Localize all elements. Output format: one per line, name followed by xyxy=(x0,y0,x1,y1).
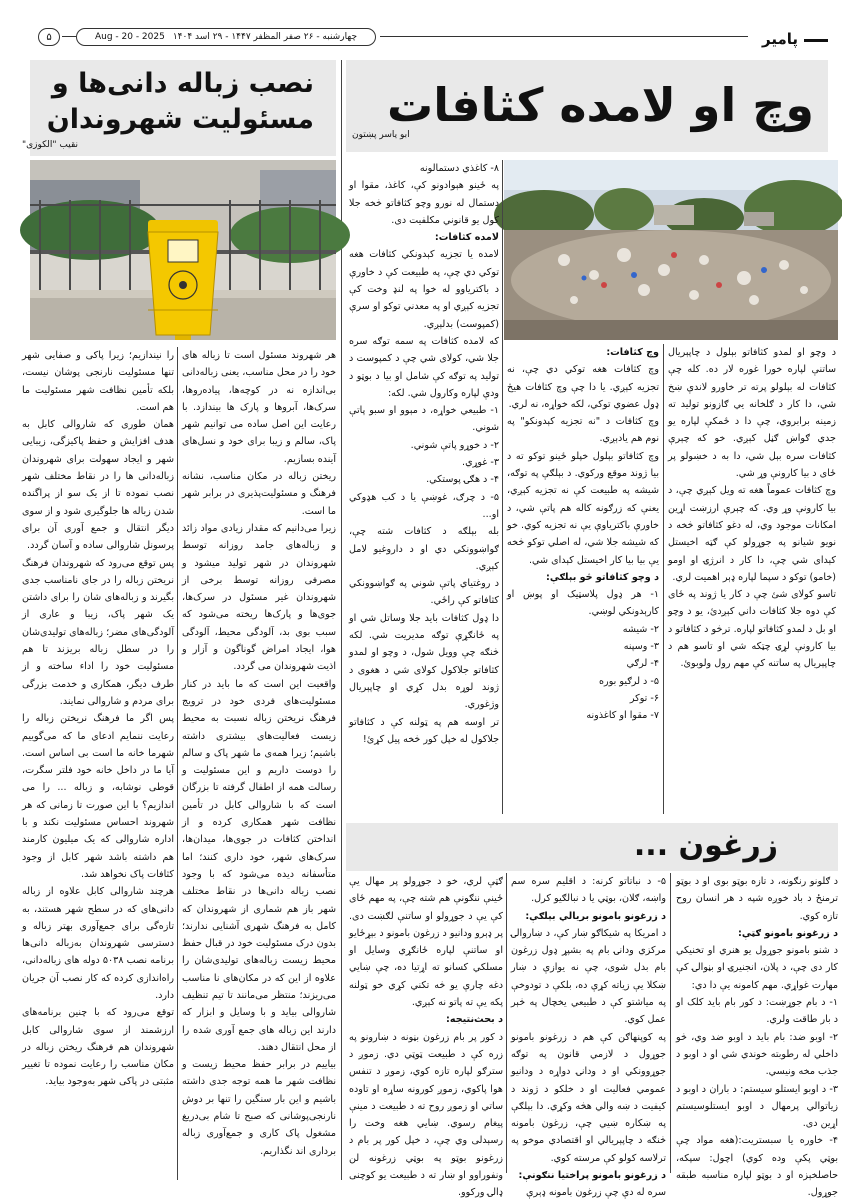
paragraph: زیرا می‌دانیم که مقدار زیادی مواد زائد و زباله‌های جامد روزانه توسط شهروندان در شهر تولید میشود و مصرفی روزانه توسط برخی از شهروندان غیر مسئول در سرک‌ها، جوی‌ها و پارک‌ها ریخته می‌شود که سبب بوی بد، آلودگی محیط، آلودگی هوا، ایجاد امراض گوناگون و آزار و اذیت شهروندان می گردد. xyxy=(182,522,336,673)
paragraph: د امریکا په شیکاګو ښار کې، د ښاروالۍ مرکزي ودانۍ بام په بشپړ ډول زرغون بام بدل شوی، چې نه یوازې د ښار ښکلا یې زیاته کړې ده، بلکې د تودوخې په میاشتو کې د طبیعي یخچال په څېر عمل کوي. xyxy=(511,927,666,1026)
page-header xyxy=(14,14,828,60)
paragraph: د روغتیاي پاتې شوني په ګواښوونکي کثافاتو کې راځي. xyxy=(349,578,499,607)
paragraph: ۵- د نباتاتو کرنه: د اقلیم سره سم واښه، ګلان، بوټي یا د نبالګیو کرل. xyxy=(511,876,666,905)
column-rule xyxy=(177,347,178,1180)
paragraph: ۳- د اوبو ایستلو سیستم: د باران د اوبو د زیاتوالي پرمهال د اوبو ایستلوسیستم اړین دی. xyxy=(676,1083,838,1130)
paragraph: ۵- د چرګ، غوښې یا د کب هډوکي او... xyxy=(349,491,499,520)
section-heading: د زرغونو بامونو پراختیا ننګونې: xyxy=(518,1170,666,1182)
section-heading: د بحث‌نتیجه: xyxy=(446,1014,503,1026)
column-rule xyxy=(670,873,671,1173)
zarghun-column-left xyxy=(349,873,503,1199)
paragraph: سره له دې چې زرغون بامونه ډېرې xyxy=(526,1187,666,1199)
main-article-column-right xyxy=(668,344,836,814)
header-date xyxy=(76,28,376,46)
paragraph: ۸- کاغذي دستمالونه xyxy=(419,163,499,174)
paragraph: همان طوری که شاروالی کابل به هدف افزایش و حفظ پاکیزگی، زیبایی شهر و ایجاد سهولت برای شهروندان زباله‌دانی ها را در نقاط مختلف شهر نصب نموده تا از یک سو از پراگنده شدن زباله ها جلوگیری شود و از سوی دیگر انتقال و جمع آوری آن برای پرسونل شاروالی ساده و آسان گردد. xyxy=(22,419,174,552)
paragraph: ۳- وسپنه xyxy=(623,641,659,653)
paragraph: وچ کثافات هغه توکي دي چې، نه تجزیه کېږي. یا دا چې وچ کثافات هیڅ ډول عضوي توکي، لکه خواړه، نه لري. xyxy=(507,364,659,410)
paragraph: وچ کثافات عموماً هغه ته ویل کېږي چې، د بیا کارونې وړ وي. که چېرې ارزښت اړین امکانات موجود وي، له دغو کثافاتو څخه د نویو شیانو په جوړولو کې ګټه اخیستل کېدای شي چې، دا کار د انرژۍ او اومو (خامو) توکو د سپما لپاره ډېر اهمیت لري. xyxy=(668,485,836,583)
main-article-column-middle xyxy=(507,344,659,814)
column-rule xyxy=(506,873,507,1173)
paragraph: وچ کثافات د "نه تجزیه کېدونکو" په نوم هم یادېږي. xyxy=(507,416,659,445)
paragraph: بله بېلګه د کثافات شته چې، ګواښوونکي دي او د داروغیو لامل کېږي. xyxy=(349,526,499,572)
paragraph: ۱- طبیعي خواړه، د مېوو او سبو پاتې شوني. xyxy=(349,405,499,434)
paragraph: لامده یا تجزیه کېدونکي کثافات هغه توکي دي چې، په طبیعت کې د خاورې د باکتریاوو له خوا په لنډ وخت کې تجزیه کېږي او په معدني توکو او سرې (کمپوست) بدلېږي. xyxy=(349,249,499,330)
paragraph: هر شهروند مسئول است تا زباله های خود را در محل مناسب، یعنی زباله‌دانی بی‌اندازه نه در کوچه‌ها، پیاده‌روها، سرک‌ها، آبروها و پارک ها بیندازد. با رعایت این اصل ساده می توانیم شهر پاک، سالم و زیبا برای خود و نسل‌های آینده بسازیم. xyxy=(182,350,336,465)
paragraph: ۲- شیشه xyxy=(622,623,659,635)
paragraph: په ځینو هېوادونو کې، کاغذ، مقوا او دستمال له نورو وچو کثافاتو څخه جلا کول یو قانوني مکلفیت دی. xyxy=(349,180,499,226)
paragraph: ۱- د بام جوړښت: د کور بام باید کلک او د بار طاقت ولري. xyxy=(676,997,838,1026)
paragraph: ۳- غوړي. xyxy=(462,457,499,469)
paragraph: پس اگر ما فرهنگ نریختن زباله را رعایت ننمایم ادعای ما که می‌گوییم شهرما خانه ما است بی اساس است. آیا ما در داخل خانه خود فلتر سگرت، قوطی نوشابه، و زباله ... را می اندازیم؟ با این صورت تا زمانی که هر شهروند احساس مسئولیت نکند و با اداره شاروالی که یک میلیون کارمند هم داشته باشد شهر کابل از وجود کثافات پاک نخواهد شد. xyxy=(22,713,174,880)
paragraph: دا ډول کثافات باید جلا وساتل شي او په ځانګړې توګه مدیریت شي. لکه څنګه چې وویل شول، د وچو او لمدو کثافاتو جلاکول کولای شي د هغوی د ژوند لوړه بدل کړي او چاپېریال وژغوري. xyxy=(349,612,499,711)
section-heading: د وچو کثافاتو څو بېلګې: xyxy=(546,571,659,583)
main-article-byline: ابو یاسر پښتون xyxy=(352,130,410,140)
paragraph: ۴- لرګي xyxy=(626,658,659,670)
left-article-column-right xyxy=(182,347,336,1180)
paragraph: د شنو بامونو جوړول یو هنري او تخنیکي کار دی چې، د پلان، انجنیرۍ او بڼوالۍ کې مهارت غواړي. مهم کامونه یې دا دي: xyxy=(676,945,838,991)
zarghun-column-right xyxy=(676,873,838,1199)
left-title-line-1: نصب زباله دانی‌ها و xyxy=(51,68,314,99)
paragraph: ۵- د لرګیو بوره xyxy=(599,675,659,687)
paragraph: د وچو او لمدو کثافاتو بېلول د چاپېریال ساتنې لپاره خورا غوره لار ده. کله چې کثافات له بېلولو پرته تر خاورو لاندې ښخ شي، دا کار د ګلخانه یي ګازونو تولید ته زمینه برابروي، چې دا د ځمکې لپاره یو جدي ګواښ ګڼل کېږي. خو که چېرې کثافات سره بېل شي، دا به د خښولو پر ځای د بیا کارونې وړ شي. xyxy=(668,347,836,480)
paragraph: ۷- مقوا او کاغذونه xyxy=(586,710,659,722)
section-heading: د زرغونو بامونو بریالي بېلګې: xyxy=(525,910,666,922)
paragraph: تاسو کولای شئ چې د کار یا ژوند په ځای کې دوه جلا کثافات داني کېږدئ، یو د وچو او بل د لمدو کثافاتو لپاره. ترڅو د کثافاتو د بیا کارونې لړۍ چټکه شي او تاسو هم د چاپېریال په ساتنه کې مهم رول ولوبوئ. xyxy=(668,589,836,670)
paragraph: ګټې لري، خو د جوړولو پر مهال یې ځینې ننګونې هم شته چې، په مهم ځای کې یې د جوړولو او ساتنې لګښت دی. پر ډېرو ودانیو د زرغون بامونو د بېړځایو او ساتنې لپاره ځانګړي وسایل او مسلکي کسانو ته اړتیا ده، چې ښایي دغه چارې یو څه تکني کړي خو ټولنه پکه یې ته پاتو نه کېږي. xyxy=(349,876,503,1009)
main-article-column-left xyxy=(349,160,499,814)
paragraph: پس توقع می‌رود که شهروندان فرهنگ نریختن زباله را در جای نامناسب جدی بگیرند و زباله‌های شان را برای داشتن یک شهر پاک، زیبا و عاری از آلودگی‌های مضر؛ زباله‌های تولیدی‌شان را در سطل زباله بریزند تا هم مسئولیت خود را اداء ساخته و از طرف دیگر، همکاری و خدمت بزرگی برای مردم و شاروالی نمایند. xyxy=(22,557,174,707)
paragraph: هرچند شاروالی کابل علاوه از زباله دانی‌های که در سطح شهر هستند، به تازه‌گی برای جمع‌آوری بهتر زباله و دسترسی شهروندان به‌زباله دانی‌ها برنامه نصب ۵۰۳۸ دوله های زباله‌دانی، راه‌اندازی کرده که کار نصب آن جریان دارد. xyxy=(22,886,174,1001)
left-title-line-2: مسئولیت شهروندان xyxy=(46,104,314,135)
page-number: ۵ xyxy=(38,28,60,46)
left-article-byline: نقیب "الکوزی" xyxy=(22,140,79,150)
header-divider-right xyxy=(380,36,748,37)
zarghun-title: زرغون ... xyxy=(633,828,778,863)
newspaper-brand: پامیر xyxy=(761,30,798,48)
paragraph: ۲- د خوړو پاتې شوني. xyxy=(410,439,499,451)
left-article-title xyxy=(47,66,314,138)
paragraph: ریختن زباله در مکان مناسب، نشانه فرهنگ و مسئولیت‌پذیری در برابر شهر ما است. xyxy=(182,471,336,517)
main-article-title: وچ او لامده کثافات xyxy=(386,78,814,132)
zarghun-column-middle xyxy=(511,873,666,1199)
date-hijri: چهارشنبه - ۲۶ صفر المظفر ۱۴۴۷ - ۲۹ اسد ۱۴۰۴ xyxy=(172,32,358,42)
paragraph: که لامده کثافات په سمه توګه سره جلا شي، کولای شي چې د کمپوست د تولید په توګه کې شامل او بیا د بوټو د ودې لپاره وکارول شي. لکه: xyxy=(349,335,499,399)
paragraph: د کور پر بام زرغون بڼونه د ښارونو په زره کې د طبیعت ټوټي دي. زموږ د سترګو لپاره تازه کوي، زموږ د تنفس هوا پاکوي، زموږ کورونه ساړه او تاوده ساتي او زموږ روح ته د طبیعت د مینې پیغام رسوي. ښایي هغه وخت را رسېدلی وي چې، د خپل کور پر بام د زرغونو بوټو په بوټي زرغونه لن ونفوراوو او ښار ته د طبیعت یو کوچنی ډالۍ ورکوو. xyxy=(349,1031,503,1199)
header-divider-left xyxy=(62,36,76,37)
paragraph: توقع می‌رود که با چنین برنامه‌های ارزشمند از سوی شاروالی کابل شهروندان هم فرهنگ ریختن زباله در مکان مناسب را رعایت نموده تا تغییر مثبتی در پاکی شهر به‌وجود بیاید. xyxy=(22,1007,174,1088)
paragraph: ۱- هر ډول پلاسټیک او پوښ او کارېدونکي لوښي. xyxy=(507,589,659,618)
garbage-pile-image xyxy=(504,160,838,340)
header-rule-mark xyxy=(804,39,828,42)
paragraph: په کوپنهاګن کې هم د زرغونو بامونو جوړول د لازمي قانون په توګه جوړوونکي او د ودانۍ دواړه د ودانیو عمومي فعالیت او د خلکو د ژوند د کیفیت د ښه والي هڅه وکړي. دا بېلګې په ښکاره ښیي چې، زرغون بامونه څنګه د چاپېریالي او اقتصادي موخو په ترلاسه کولو کې مرسته کوي. xyxy=(511,1031,666,1164)
zarghun-title-bar xyxy=(346,823,838,871)
paragraph: وچ کثافاتو بېلول خپلو ځینو توکو ته د بیا ژوند موقع ورکوي. د بېلګې په توګه، شیشه په طبیعت کې نه تجزیه کېږي، یعنې که زرګونه کاله هم پاتې شي، د خاورې باکتریاوې یې نه تجزیه کوي. خو که شیشه جلا شي، له اصلي توکو څخه یې بیا بیا کار اخیستل کېدای شي. xyxy=(507,450,659,566)
date-gregorian: Aug - 20 - 2025 xyxy=(94,32,165,42)
section-heading: وچ کثافات: xyxy=(606,347,659,358)
paragraph: ۴- د هګۍ پوستکي. xyxy=(426,474,499,486)
column-rule xyxy=(502,160,503,814)
left-article-column-left xyxy=(22,347,174,1180)
section-heading: د زرغونو بامونو ګټې: xyxy=(738,927,838,939)
paragraph: ۶- توکر xyxy=(629,692,659,704)
trash-bin-image xyxy=(30,160,336,340)
paragraph: بیاییم در برابر حفظ محیط زیست و نظافت شهر ما همه توجه جدی داشته باشیم و این بار سنگین را تنها بر دوش نارنجی‌پوشانی که صبح تا شام بی‌دریغ مشغول پاک کاری و جمع‌آوری زباله برداری اند نگذاریم. xyxy=(182,1059,336,1157)
paragraph: واقعیت این است که ما باید در کنار مسئولیت‌های فردی خود در ترویج فرهنگ نریختن زباله نسبت به محیط زیست فعالیت‌های بیشتری داشته باشیم؛ زیرا همه‌ی ما شهر پاک و سالم را دوست داریم و این مسئولیت و رسالت همه از اطفال گرفته تا بزرگان است که با شاروالی کابل در تأمین نظافت شهر همکاری کرده و از انداختن کثافات در جوی‌ها، میدان‌ها، سرک‌های شهر، خود داری کنند؛ اما متأسفانه دیده می‌شود که با وجود نصب زباله دانی‌ها در نقاط مختلف شهر باز هم شماری از شهروندان که کامل به فرهنگ شهری آشنایی ندارند؛ بدون درک مسئولیت خود در قبال حفظ محیط زیست زباله‌های تولیدی‌شان را علاوه از این که در مکان‌های نا مناسب می‌ریزند؛ منتظر می‌مانند تا تیم تنظیف شاروالی بیاید و با وسایل و ابزار که دارند این زباله های جمع آوری شده را از محل انتقال دهند. xyxy=(182,678,336,1053)
paragraph: را نیندازیم؛ زیرا پاکی و صفایی شهر تنها مسئولیت نارنجی پوشان نیست، بلکه تأمین نظافت شهر مسئولیت ما هم است. xyxy=(22,350,174,413)
main-title-bar xyxy=(346,60,828,152)
section-heading: لامده کثافات: xyxy=(434,232,499,244)
garbage-pile-photo xyxy=(504,160,838,340)
column-rule xyxy=(663,344,664,814)
paragraph: د ګلونو رنګونه، د تازه بوټو بوی او د بوټو ترمنځ د باد خوږه شپه د هر انسان روح تازه کوي. xyxy=(676,876,838,922)
paragraph: ۴- خاوره یا سبستریت:(هغه مواد چې بوټي پکې وده کوي) اچول: سپکه، حاصلخېزه او د بوټو لپاره مناسبه طبقه جوړول. xyxy=(676,1135,838,1199)
paragraph: ۲- اوبو ضد: بام باید د اوبو ضد وي، څو داخلي له رطوبته خوندي شي او د اوبو د جذب مخه ونیسي. xyxy=(676,1031,838,1078)
trash-bin-photo xyxy=(30,160,336,340)
paragraph: تر اوسه هم په ټولنه کې د کثافاتو جلاکول له خپل کور څخه پیل کړئ! xyxy=(349,716,499,745)
